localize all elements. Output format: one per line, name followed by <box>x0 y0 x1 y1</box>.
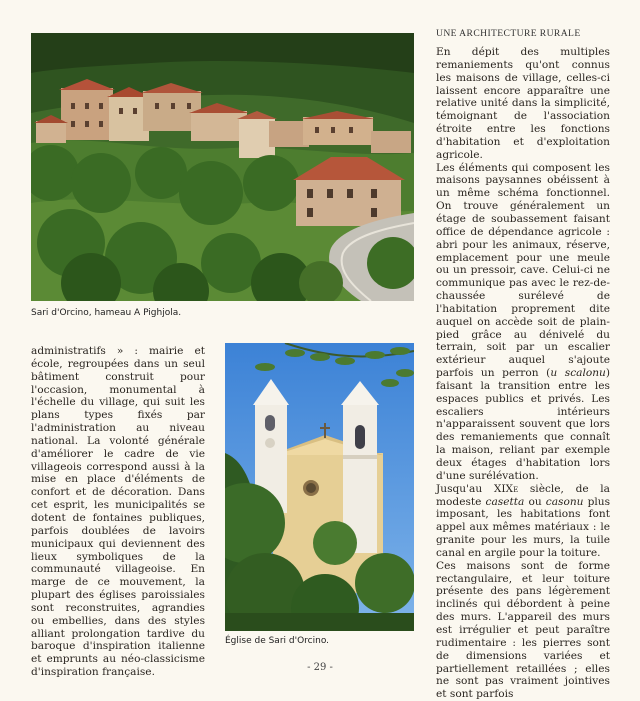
village-caption: Sari d'Orcino, hameau A Pighjola. <box>31 308 182 318</box>
right-paragraph-2: Les éléments qui composent les maisons paysannes obéissent à un même schéma fonctionnel. On trouve généralement un étage de soubassement faisant office de dépendance agricole : abri pour les animaux, réserve, emplacement pour une meule ou un pressoir, cave. Celui-ci ne communique pas avec le rez-de-chaussée surélevé de l'habitation proprement dite auquel on accède soit de plain-pied grâce au dénivelé du terrain, soit par un escalier extérieur auquel s'ajoute parfois un perron (u scalonu) faisant la transition entre les espaces publics et privés. Les escaliers intérieurs n'apparaissent souvent que lors des remaniements que connaît la maison, reliant par exemple deux étages d'habitation lors d'une surélévation. <box>436 161 610 482</box>
church-caption: Église de Sari d'Orcino. <box>225 636 330 646</box>
left-column <box>31 345 205 679</box>
left-paragraph: administratifs » : mairie et école, regroupées dans un seul bâtiment construit pour l'occasion, monumental à l'échelle du village, qui suit les plans types fixés par l'administration au niveau national. La volonté générale d'améliorer le cadre de vie villageois correspond aussi à la mise en place d'éléments de confort et de décoration. Dans cet esprit, les municipalités se dotent de fontaines publiques, parfois doublées de lavoirs municipaux qui deviennent des lieux symboliques de la communauté villageoise. En marge de ce mouvement, la plupart des églises paroissiales sont reconstruites, agrandies ou embellies, dans des styles alliant prolongation tardive du baroque d'inspiration italienne et emprunts au néo-classicisme d'inspiration française. <box>31 345 205 679</box>
village-photo <box>31 33 414 301</box>
page-number: - 29 - <box>307 662 333 673</box>
right-paragraph-4: Ces maisons sont de forme rectangulaire, et leur toiture présente des pans légèrement inclinés qui débordent à peine des murs. L'appareil des murs est irrégulier et peut paraître rudimentaire : les pierres sont de dimensions variées et partiellement retaillées ; elles ne sont pas vraiment jointives et sont parfois <box>436 559 610 701</box>
right-paragraph-3: Jusqu'au XIXe siècle, de la modeste casetta ou casonu plus imposant, les habitations font appel aux mêmes matériaux : le granite pour les murs, la tuile canal en argile pour la toiture. <box>436 482 611 559</box>
right-column <box>436 46 610 701</box>
section-heading: UNE ARCHITECTURE RURALE <box>436 28 581 39</box>
right-paragraph-1: En dépit des multiples remaniements qu'ont connus les maisons de village, celles-ci laissent encore apparaître une relative unité dans la simplicité, témoignant de l'association étroite entre les fonctions d'habitation et d'exploitation agricole. <box>436 46 610 161</box>
church-photo <box>225 343 414 631</box>
